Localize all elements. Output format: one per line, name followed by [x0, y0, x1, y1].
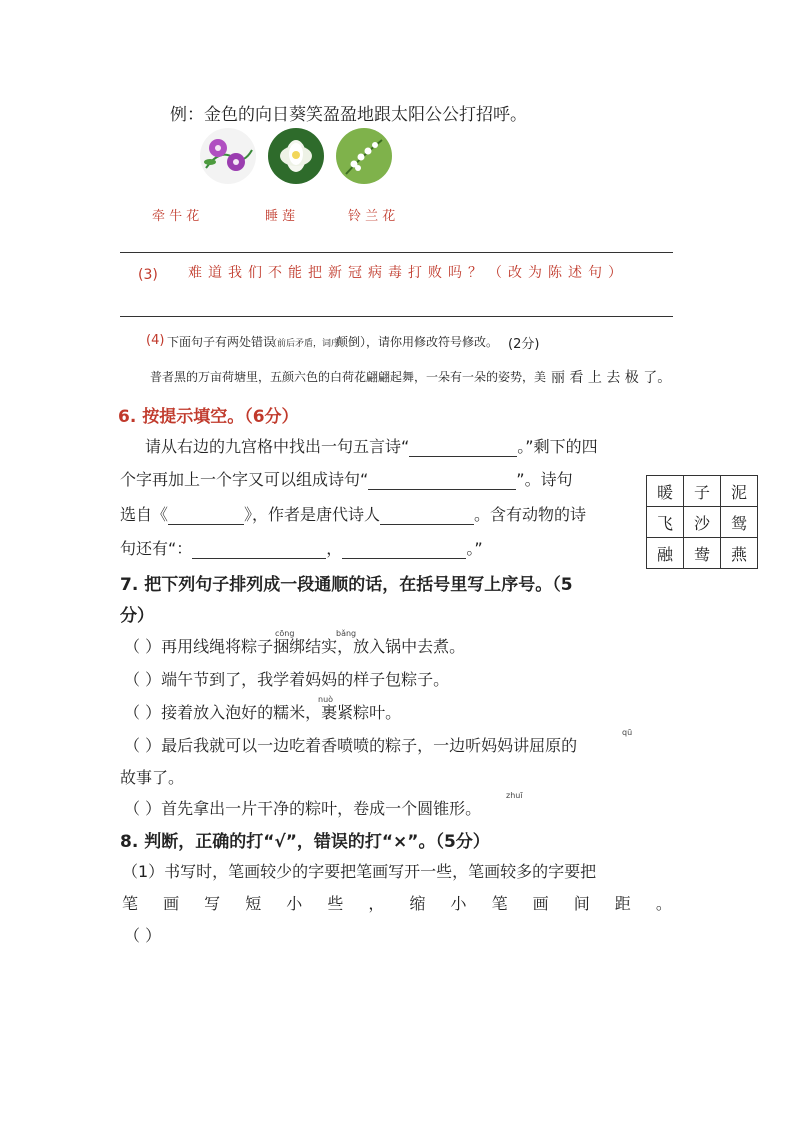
- q8-line2: [122, 891, 672, 914]
- nine-grid: [646, 475, 758, 569]
- q4-prompt: 下面句子有两处错误: [167, 335, 276, 349]
- q6-line3-end: 。含有动物的诗: [474, 505, 587, 524]
- q8-char: 短: [245, 894, 262, 913]
- example-sentence: 例：金色的向日葵笑盈盈地跟太阳公公打招呼。: [170, 105, 527, 125]
- q7-item-3: （ ）接着放入泡好的糯米，裹紧粽叶。: [124, 703, 402, 722]
- q6-line2-text: 个字再加上一个字又可以组成诗句“: [120, 470, 369, 489]
- q8-char: 写: [204, 894, 221, 913]
- flower-label-2: 睡 莲: [265, 209, 296, 224]
- pinyin-annotation: zhuī: [506, 791, 523, 800]
- poem-title-blank[interactable]: [168, 504, 244, 525]
- poet-blank[interactable]: [380, 504, 474, 525]
- q4-number: (4): [146, 333, 165, 348]
- q6-line4-text: 句还有“：: [120, 539, 193, 558]
- q6-line4-mid: ，: [326, 539, 343, 558]
- q8-char: ，: [368, 894, 385, 913]
- q6-title-text: 按提示填空。: [142, 407, 245, 427]
- q3-question: 难道我们不能把新冠病毒打败吗？（改为陈述句）: [188, 265, 628, 281]
- flower-label-1: 牵 牛 花: [152, 209, 200, 224]
- q8-char: 小: [450, 894, 467, 913]
- flower-label-3: 铃 兰 花: [348, 209, 396, 224]
- animal-verse-blank-2[interactable]: [342, 538, 466, 559]
- answer-line[interactable]: [120, 316, 673, 317]
- q7-title: 7. 把下列句子排列成一段通顺的话，在括号里写上序号。（5: [120, 575, 573, 595]
- q8-char: 缩: [409, 894, 426, 913]
- q8-title: 8. 判断，正确的打“√”，错误的打“×”。（5分）: [120, 832, 490, 852]
- grid-cell: 融: [647, 538, 684, 569]
- answer-line[interactable]: [120, 252, 673, 253]
- q7-item-4: （ ）最后我就可以一边吃着香喷喷的粽子，一边听妈妈讲屈原的: [124, 736, 578, 755]
- q6-line4: [120, 536, 483, 559]
- q4-score: (2分): [508, 337, 540, 352]
- q8-char: 小: [286, 894, 303, 913]
- q8-char: 笔: [122, 894, 139, 913]
- pinyin-annotation: cōng: [275, 629, 295, 638]
- q6-number: 6.: [118, 407, 137, 427]
- q6-title: [118, 402, 299, 427]
- pinyin-annotation: bǎng: [336, 629, 357, 638]
- q4-hint: （前后矛盾，词序: [268, 339, 341, 349]
- verse-blank[interactable]: [368, 469, 516, 490]
- q7-title-2: 分）: [120, 606, 154, 626]
- q3-number: (3): [138, 267, 158, 283]
- q8-char: 距: [614, 894, 631, 913]
- q8-line1: （1）书写时，笔画较少的字要把笔画写开一些，笔画较多的字要把: [122, 862, 597, 881]
- q6-line1-end: 。”剩下的四: [517, 437, 598, 456]
- pinyin-annotation: qū: [622, 728, 633, 737]
- q6-line3-text: 选自《: [120, 505, 169, 524]
- q8-char: 。: [655, 894, 672, 913]
- q8-char: 画: [163, 894, 180, 913]
- q4-sentence-end: 丽 看 上 去 极 了。: [551, 370, 672, 386]
- lily-of-the-valley-icon: [336, 128, 392, 184]
- pinyin-annotation: nuò: [318, 695, 334, 704]
- q6-line1-text: 请从右边的九宫格中找出一句五言诗“: [145, 437, 410, 456]
- q4-sentence: 普者黑的万亩荷塘里，五颜六色的白荷花翩翩起舞，一朵有一朵的姿势，美: [150, 370, 547, 384]
- q8-answer-paren[interactable]: （ ）: [124, 926, 162, 945]
- q6-line4-end: 。”: [466, 539, 483, 558]
- grid-cell: 泥: [721, 476, 758, 507]
- grid-cell: 飞: [647, 507, 684, 538]
- q6-line3-mid: 》，作者是唐代诗人: [244, 505, 381, 524]
- q7-item-2: （ ）端午节到了，我学着妈妈的样子包粽子。: [124, 670, 450, 689]
- q4-hint2: 颠倒），请你用修改符号修改。: [336, 335, 499, 349]
- q6-line1: [145, 434, 598, 457]
- poem-blank[interactable]: [409, 436, 517, 457]
- q7-item-1: （ ）再用线绳将粽子捆绑结实，放入锅中去煮。: [124, 637, 466, 656]
- grid-cell: 沙: [684, 507, 721, 538]
- water-lily-icon: [268, 128, 324, 184]
- grid-cell: 暖: [647, 476, 684, 507]
- q8-char: 画: [532, 894, 549, 913]
- q8-char: 笔: [491, 894, 508, 913]
- grid-cell: 鸯: [684, 538, 721, 569]
- q8-char: 间: [573, 894, 590, 913]
- q6-line2: [120, 467, 573, 490]
- grid-cell: 鸳: [721, 507, 758, 538]
- q8-char: 些: [327, 894, 344, 913]
- animal-verse-blank-1[interactable]: [192, 538, 326, 559]
- q7-item-4-cont: 故事了。: [120, 768, 185, 787]
- q7-item-5: （ ）首先拿出一片干净的粽叶，卷成一个圆锥形。: [124, 799, 482, 818]
- q6-line3: [120, 502, 586, 525]
- morning-glory-icon: [200, 128, 256, 184]
- q6-line2-end: ”。诗句: [516, 470, 573, 489]
- q6-score: （6分）: [244, 407, 299, 427]
- grid-cell: 子: [684, 476, 721, 507]
- grid-cell: 燕: [721, 538, 758, 569]
